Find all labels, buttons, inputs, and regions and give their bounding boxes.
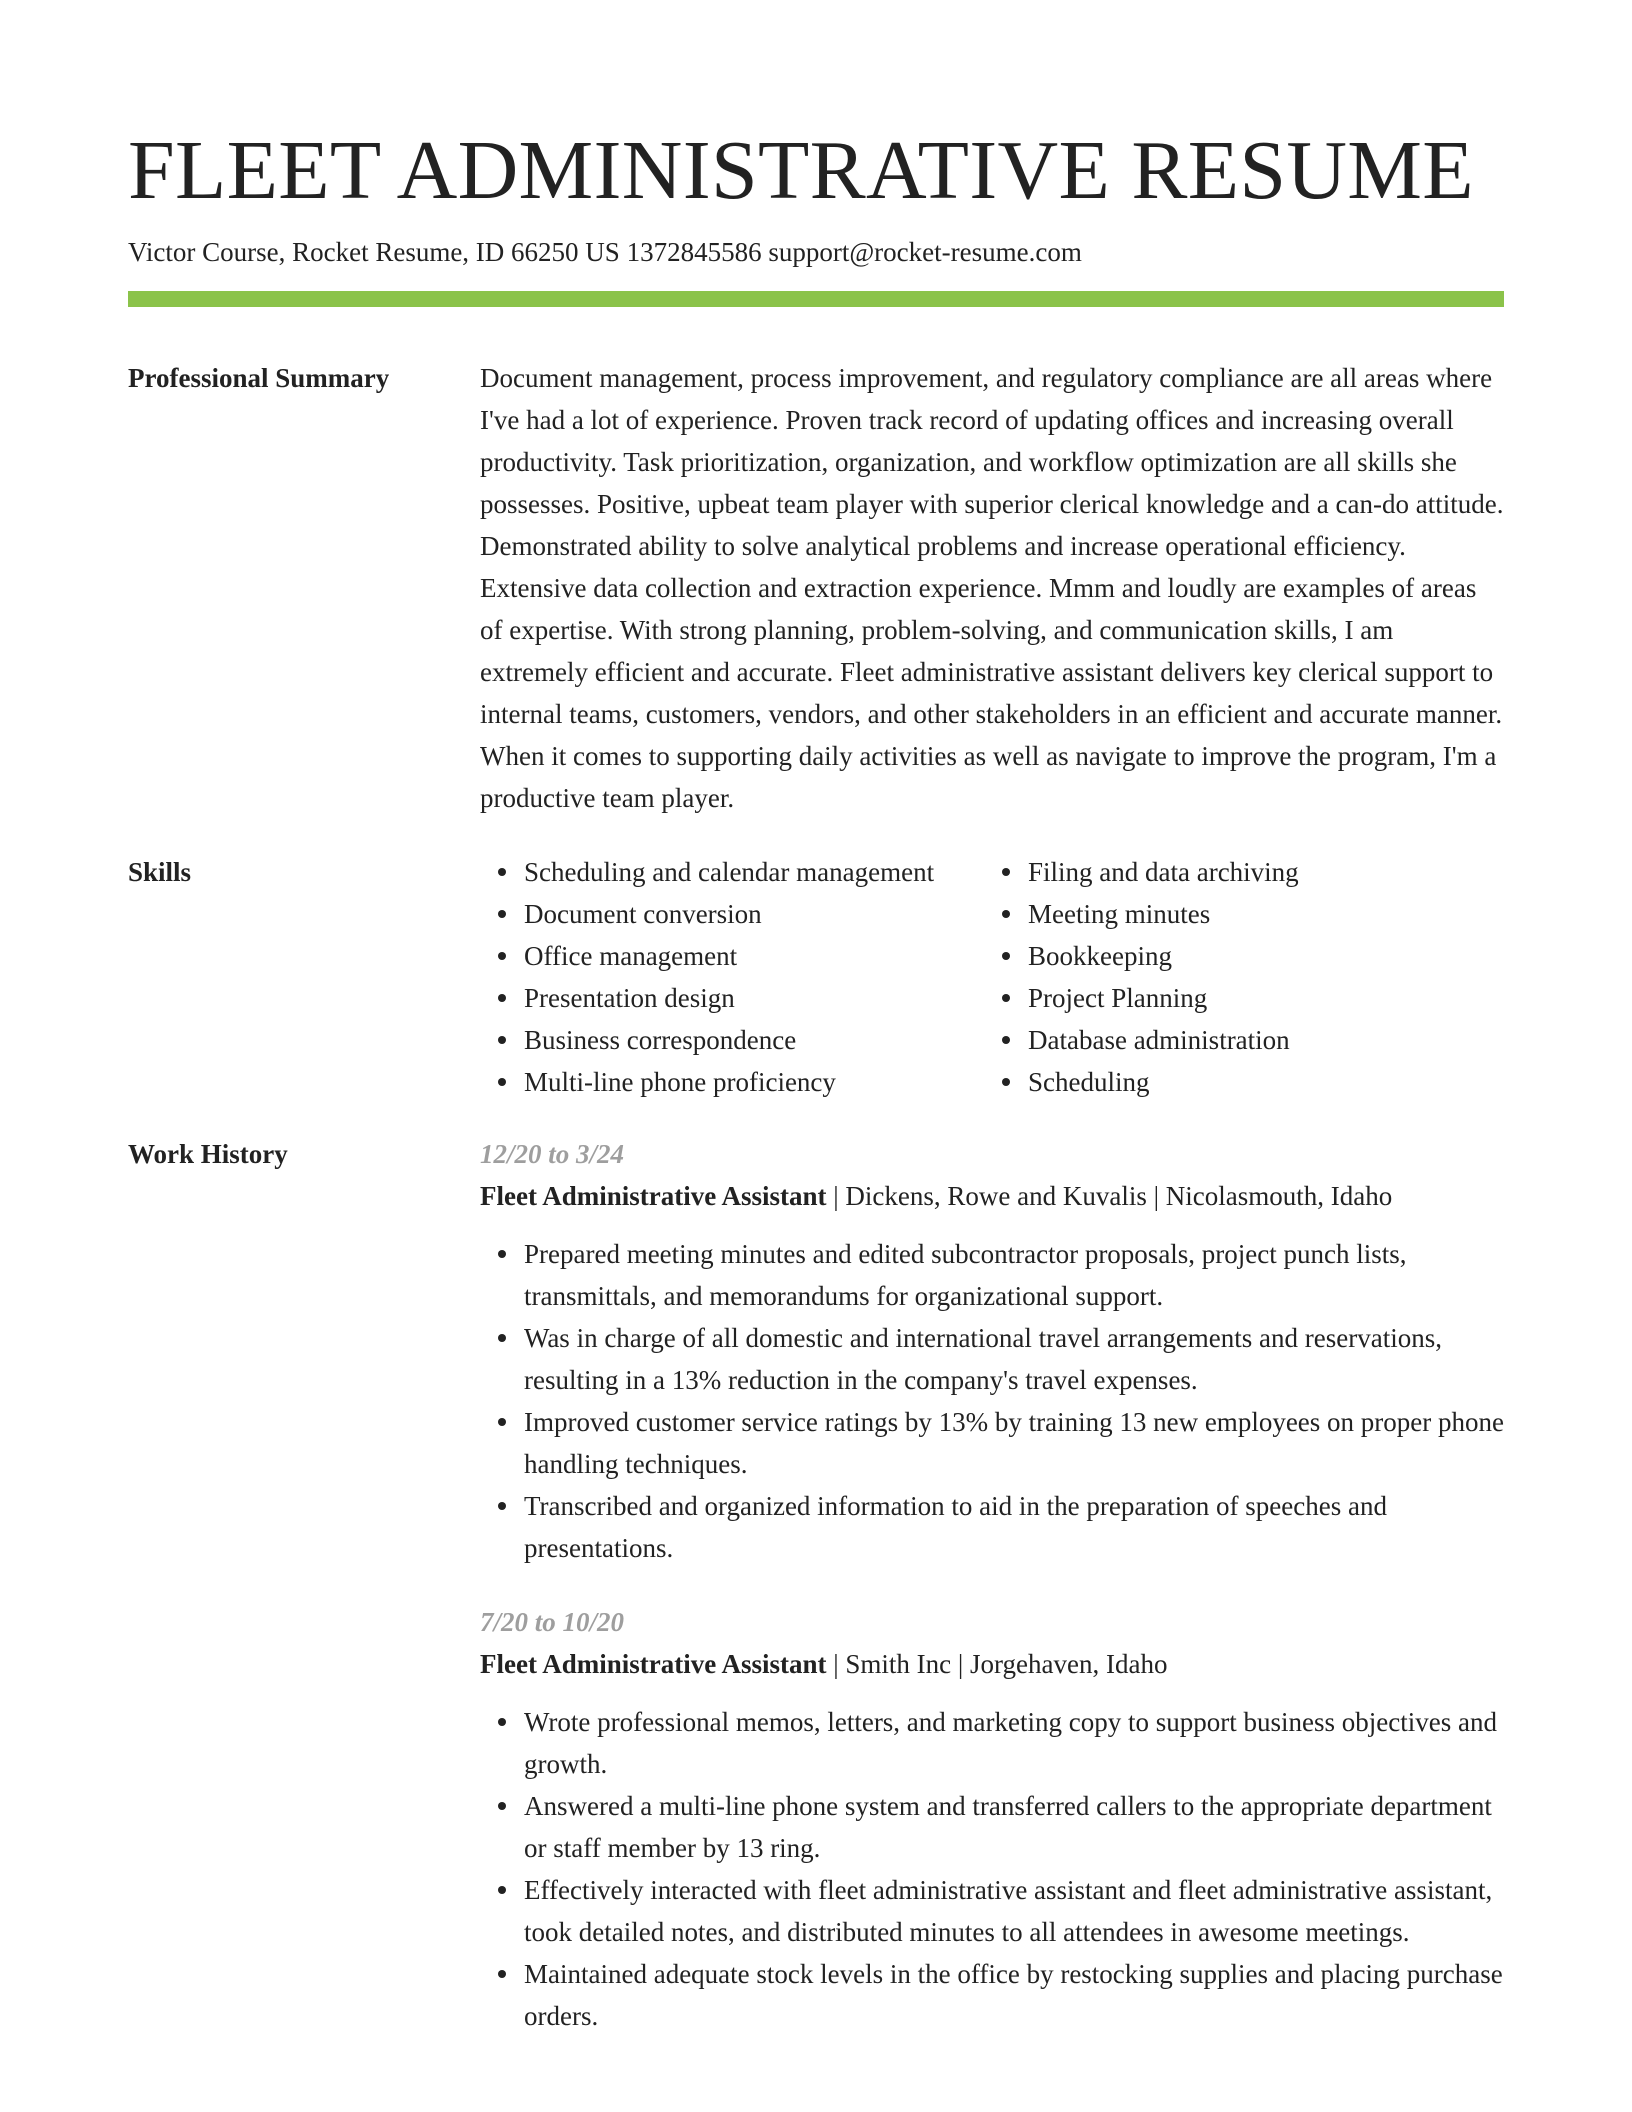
skills-body [480,851,1504,1103]
skill-item: Scheduling [1028,1061,1299,1103]
resume-page [128,0,1504,2037]
duty-item: Improved customer service ratings by 13% by training 13 new employees on proper phone handling techniques. [524,1401,1504,1485]
contact-line: Victor Course, Rocket Resume, ID 66250 US 1372845586 support@rocket-resume.com [128,237,1082,267]
job-entry [480,1601,1504,2037]
skill-item: Business correspondence [524,1019,984,1061]
duty-item: Maintained adequate stock levels in the office by restocking supplies and placing purchase orders. [524,1953,1504,2037]
summary-body [480,357,1504,819]
skill-item: Filing and data archiving [1028,851,1299,893]
job-dates: 12/20 to 3/24 [480,1139,625,1169]
section-label-work-history: Work History [128,1139,288,1169]
header-divider [128,291,1504,307]
duty-item: Prepared meeting minutes and edited subcontractor proposals, project punch lists, transmittals, and memorandums for organizational support. [524,1233,1504,1317]
skill-item: Scheduling and calendar management [524,851,984,893]
skill-item: Presentation design [524,977,984,1019]
skills-section [128,851,1504,1103]
job-employer-location: | Dickens, Rowe and Kuvalis | Nicolasmouth, Idaho [826,1181,1393,1211]
skills-column-right [984,851,1299,1103]
job-title: Fleet Administrative Assistant [480,1649,827,1679]
duty-item: Was in charge of all domestic and international travel arrangements and reservations, resulting in a 13% reduction in the company's travel expenses. [524,1317,1504,1401]
summary-section [128,357,1504,819]
summary-text: Document management, process improvement, and regulatory compliance are all areas where I've had a lot of experience. Proven track record of updating offices and increasing overall productivity. Task prioritization, organization, and workflow optimization are all skills she possesses. Positive, upbeat team player with superior clerical knowledge and a can-do attitude. Demonstrated ability to solve analytical problems and increase operational efficiency. Extensive data collection and extraction experience. Mmm and loudly are examples of areas of expertise. With strong planning, problem-solving, and communication skills, I am extremely efficient and accurate. Fleet administrative assistant delivers key clerical support to internal teams, customers, vendors, and other stakeholders in an efficient and accurate manner. When it comes to supporting daily activities as well as navigate to improve the program, I'm a productive team player. [480,363,1504,813]
skill-item: Meeting minutes [1028,893,1299,935]
job-employer-location: | Smith Inc | Jorgehaven, Idaho [826,1649,1168,1679]
duty-item: Transcribed and organized information to aid in the preparation of speeches and presentations. [524,1485,1504,1569]
job-dates: 7/20 to 10/20 [480,1607,625,1637]
work-history-body [480,1133,1504,2037]
skills-grid [480,851,1504,1103]
section-label-summary: Professional Summary [128,363,390,393]
skill-item: Project Planning [1028,977,1299,1019]
job-duties [480,1701,1504,2037]
duty-item: Wrote professional memos, letters, and marketing copy to support business objectives and growth. [524,1701,1504,1785]
duty-item: Answered a multi-line phone system and transferred callers to the appropriate department or staff member by 13 ring. [524,1785,1504,1869]
skill-item: Bookkeeping [1028,935,1299,977]
job-entry [480,1133,1504,1569]
job-duties [480,1233,1504,1569]
work-history-section [128,1133,1504,2037]
job-heading [480,1175,1504,1217]
section-label-skills: Skills [128,857,192,887]
job-title: Fleet Administrative Assistant [480,1181,827,1211]
duty-item: Effectively interacted with fleet administrative assistant and fleet administrative assistant, took detailed notes, and distributed minutes to all attendees in awesome meetings. [524,1869,1504,1953]
job-heading [480,1643,1504,1685]
skill-item: Document conversion [524,893,984,935]
skills-column-left [480,851,984,1103]
skill-item: Multi-line phone proficiency [524,1061,984,1103]
skill-item: Database administration [1028,1019,1299,1061]
skill-item: Office management [524,935,984,977]
resume-title: FLEET ADMINISTRATIVE RESUME [128,124,1474,217]
